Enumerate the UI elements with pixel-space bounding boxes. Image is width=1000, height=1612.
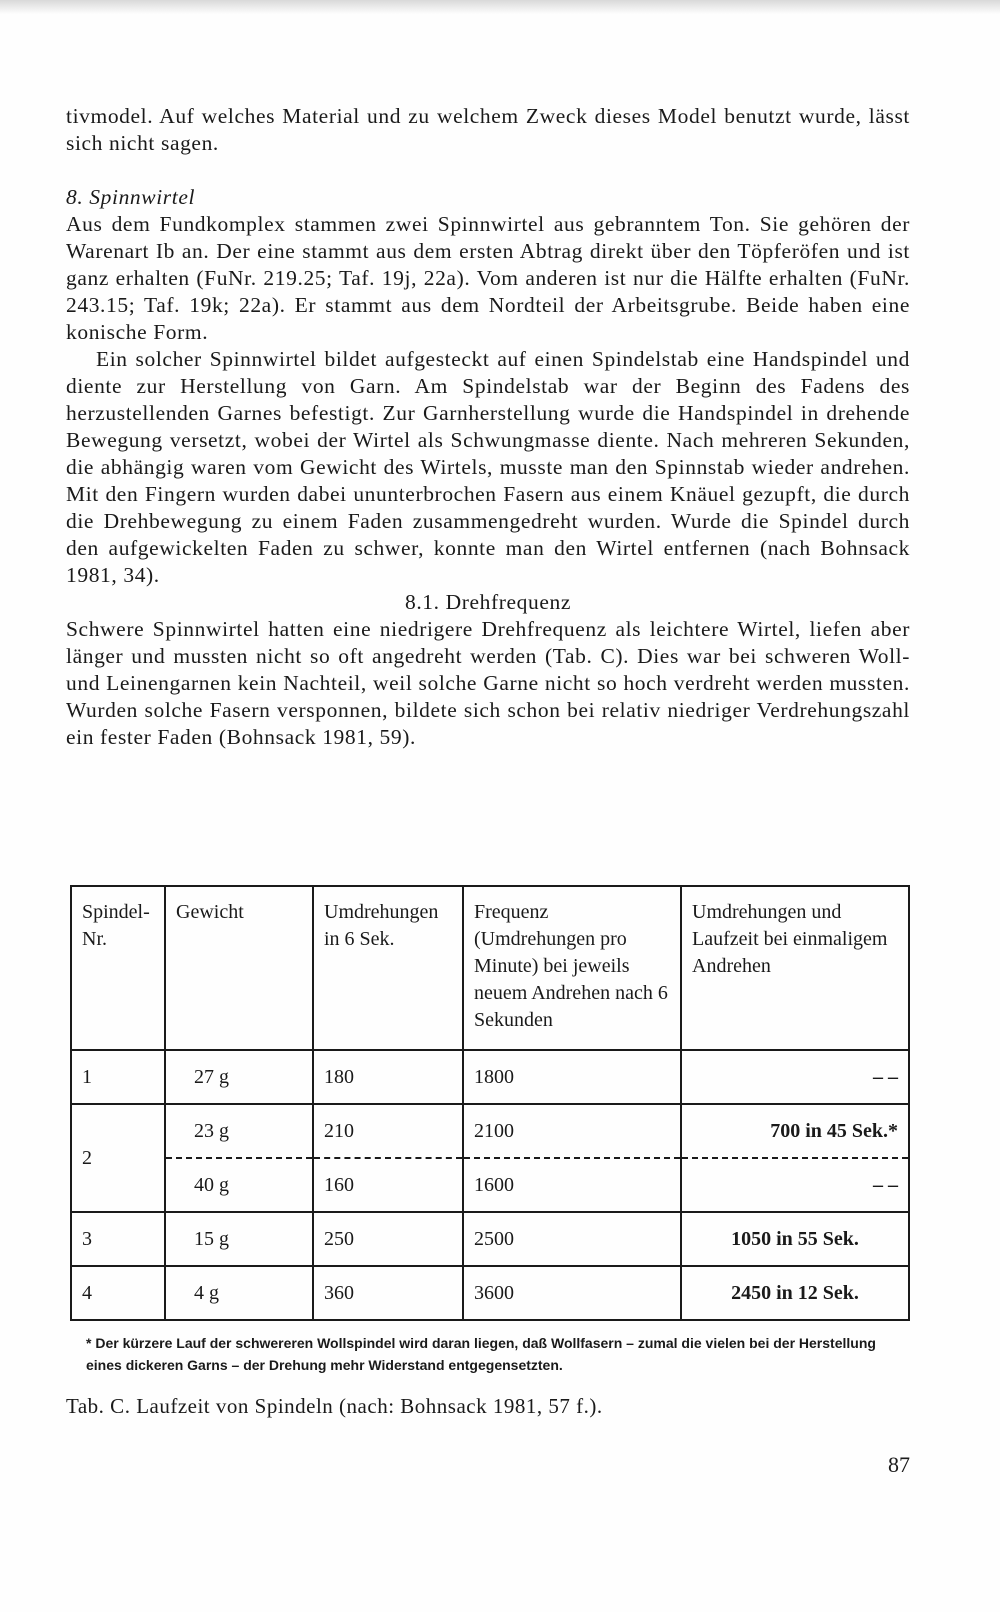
cell-nr: 2 xyxy=(71,1104,165,1212)
paragraph-drehfrequenz: Schwere Spinnwirtel hatten eine niedrigere Drehfrequenz als leichtere Wirtel, liefen aber länger und mussten nicht so oft angedreht werden (Tab. C). Dies war bei schweren Woll- und Leinengarnen kein Nachteil, weil solche Garne nicht so hoch verdreht werden mussten. Wurden solche Fasern versponnen, bildete sich schon bei relativ niedriger Verdrehungszahl ein fester Faden (Bohnsack 1981, 59). xyxy=(66,617,910,749)
cell-frequency: 2500 xyxy=(463,1212,681,1266)
cell-runtime: – – xyxy=(681,1158,909,1212)
table-footnote: * Der kürzere Lauf der schwereren Wollspindel wird daran liegen, daß Wollfasern – zumal die vielen bei der Herstellung eines dickeren Garns – der Drehung mehr Widerstand entgegensetzten. xyxy=(86,1335,876,1373)
table-header-row xyxy=(71,886,909,1050)
cell-weight xyxy=(165,1104,313,1158)
spindle-table xyxy=(70,885,910,1321)
cell-runtime: – – xyxy=(681,1050,909,1104)
cell-runtime: 2450 in 12 Sek. xyxy=(681,1266,909,1320)
cell-frequency: 3600 xyxy=(463,1266,681,1320)
weight-value: 15 g xyxy=(194,1227,229,1250)
cell-nr: 4 xyxy=(71,1266,165,1320)
header-spindel-nr: Spindel-Nr. xyxy=(71,886,165,1050)
header-laufzeit: Umdrehungen und Laufzeit bei einmaligem Andrehen xyxy=(681,886,909,1050)
cell-rotations: 210 xyxy=(313,1104,463,1158)
cell-weight xyxy=(165,1212,313,1266)
header-frequenz: Frequenz (Umdrehungen pro Minute) bei jeweils neuem Andrehen nach 6 Sekunden xyxy=(463,886,681,1050)
cell-rotations: 160 xyxy=(313,1158,463,1212)
weight-value: 40 g xyxy=(194,1173,229,1196)
section-heading-drehfrequenz: 8.1. Drehfrequenz xyxy=(404,590,571,614)
cell-weight xyxy=(165,1158,313,1212)
paragraph-fundkomplex: Aus dem Fundkomplex stammen zwei Spinnwirtel aus gebranntem Ton. Sie gehören der Warenart Ib an. Der eine stammt aus dem ersten Abtrag direkt über den Töpferöfen und ist ganz erhalten (FuNr. 219.25; Taf. 19j, 22a). Vom anderen ist nur die Hälfte erhalten (FuNr. 243.15; Taf. 19k; 22a). Er stammt aus dem Nordteil der Arbeitsgrube. Beide haben eine konische Form. xyxy=(66,212,910,344)
cell-nr: 1 xyxy=(71,1050,165,1104)
page-number: 87 xyxy=(888,1452,910,1477)
cell-frequency: 2100 xyxy=(463,1104,681,1158)
header-umdrehungen: Umdrehungen in 6 Sek. xyxy=(313,886,463,1050)
table-row xyxy=(71,1212,909,1266)
weight-value: 23 g xyxy=(194,1119,229,1142)
cell-rotations: 180 xyxy=(313,1050,463,1104)
weight-value: 4 g xyxy=(194,1281,219,1304)
cell-rotations: 250 xyxy=(313,1212,463,1266)
cell-weight xyxy=(165,1050,313,1104)
weight-value: 27 g xyxy=(194,1065,229,1088)
cell-frequency: 1600 xyxy=(463,1158,681,1212)
cell-weight xyxy=(165,1266,313,1320)
paragraph-continuation: tivmodel. Auf welches Material und zu welchem Zweck dieses Model benutzt wurde, lässt sich nicht sagen. xyxy=(66,104,910,155)
cell-runtime: 1050 in 55 Sek. xyxy=(681,1212,909,1266)
table-caption: Tab. C. Laufzeit von Spindeln (nach: Bohnsack 1981, 57 f.). xyxy=(66,1394,603,1418)
scan-top-edge xyxy=(0,0,1000,14)
cell-frequency: 1800 xyxy=(463,1050,681,1104)
header-gewicht: Gewicht xyxy=(165,886,313,1050)
section-heading-spinnwirtel: 8. Spinnwirtel xyxy=(66,185,196,209)
table-row xyxy=(71,1104,909,1158)
table-row xyxy=(71,1266,909,1320)
cell-rotations: 360 xyxy=(313,1266,463,1320)
cell-runtime: 700 in 45 Sek.* xyxy=(681,1104,909,1158)
body-text xyxy=(66,103,910,751)
paragraph-handspindel: Ein solcher Spinnwirtel bildet aufgesteckt auf einen Spindelstab eine Handspindel und diente zur Herstellung von Garn. Am Spindelstab war der Beginn des Fadens des herzustellenden Garnes befestigt. Zur Garnherstellung wurde die Handspindel in drehende Bewegung versetzt, wobei der Wirtel als Schwungmasse diente. Nach mehreren Sekunden, die abhängig waren vom Gewicht des Wirtels, musste man den Spinnstab wieder andrehen. Mit den Fingern wurden dabei ununterbrochen Fasern aus einem Knäuel gezupft, die durch die Drehbewegung zu einem Faden zusammengedreht wurden. Wurde die Spindel durch den aufgewickelten Faden zu schwer, konnte man den Wirtel entfernen (nach Bohnsack 1981, 34). xyxy=(66,347,910,587)
table-row xyxy=(71,1158,909,1212)
table-row xyxy=(71,1050,909,1104)
cell-nr: 3 xyxy=(71,1212,165,1266)
